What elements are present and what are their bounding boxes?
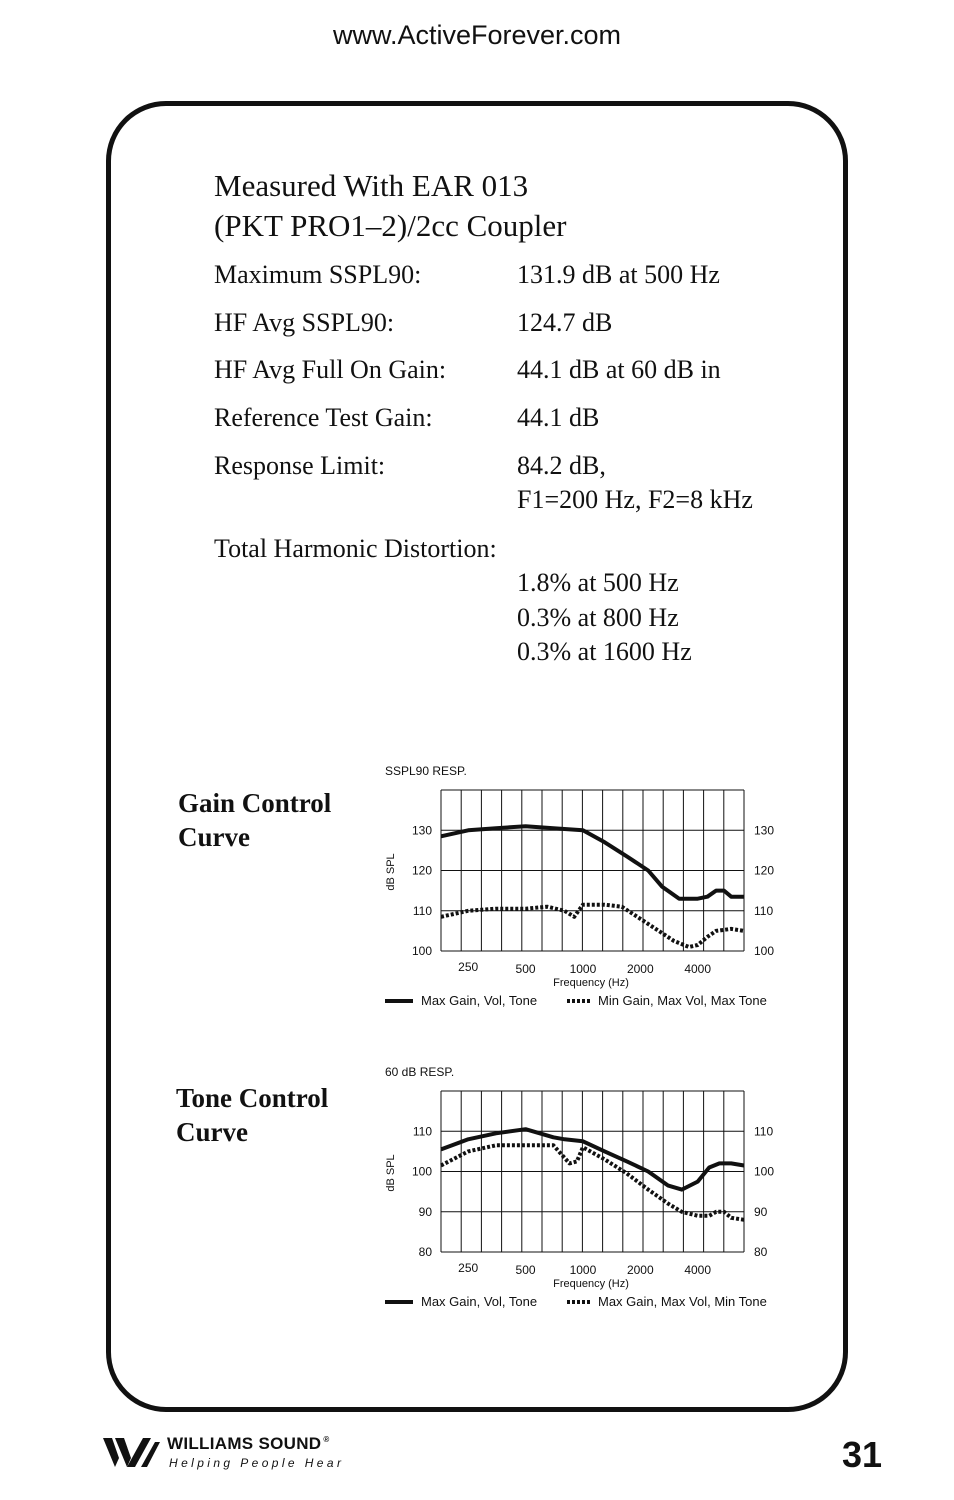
spec-heading-line2: (PKT PRO1–2)/2cc Coupler xyxy=(214,208,567,243)
registered-mark: ® xyxy=(323,1435,330,1445)
brand-name xyxy=(167,1434,330,1454)
y-tick-label: 90 xyxy=(418,1204,432,1219)
tone-control-chart xyxy=(378,1059,798,1319)
series-line-1 xyxy=(441,1129,744,1189)
spec-label: Reference Test Gain: xyxy=(214,403,433,432)
thd-label: Total Harmonic Distortion: xyxy=(214,534,497,563)
y-axis-label: dB SPL xyxy=(385,853,397,891)
x-axis-label: Frequency (Hz) xyxy=(553,977,629,989)
curve-title-line: Tone Control xyxy=(176,1083,329,1113)
y-tick-label: 130 xyxy=(411,823,432,838)
spec-value: 84.2 dB, xyxy=(517,451,606,480)
curve-title-line: Curve xyxy=(176,1117,248,1147)
series-line-1 xyxy=(441,826,744,899)
spec-value: F1=200 Hz, F2=8 kHz xyxy=(517,485,753,514)
chart-title: 60 dB RESP. xyxy=(385,1065,455,1079)
x-tick-label: 250 xyxy=(458,1261,479,1275)
y-axis-label: dB SPL xyxy=(385,1154,397,1192)
legend-label: Min Gain, Max Vol, Max Tone xyxy=(598,993,767,1008)
y-tick-label-right: 100 xyxy=(754,944,775,958)
x-tick-label: 1000 xyxy=(569,962,597,976)
y-tick-label-right: 110 xyxy=(754,1124,774,1139)
y-tick-label-right: 80 xyxy=(754,1245,768,1259)
tone-control-title xyxy=(176,1081,328,1149)
curve-title-line: Gain Control xyxy=(178,788,332,818)
spec-heading-line1: Measured With EAR 013 xyxy=(214,168,529,203)
y-tick-label: 100 xyxy=(411,944,432,958)
y-tick-label: 100 xyxy=(411,1164,432,1179)
y-tick-label: 110 xyxy=(412,1124,432,1139)
x-tick-label: 250 xyxy=(458,960,479,974)
x-tick-label: 1000 xyxy=(569,1263,597,1277)
gain-control-title xyxy=(178,786,331,854)
spec-value: 131.9 dB at 500 Hz xyxy=(517,260,720,289)
y-tick-label: 110 xyxy=(412,903,432,918)
spec-label: Response Limit: xyxy=(214,451,386,480)
thd-value: 0.3% at 800 Hz xyxy=(517,602,679,632)
brand-tagline: Helping People Hear xyxy=(169,1456,345,1470)
spec-value: 44.1 dB at 60 dB in xyxy=(517,355,721,384)
spec-label: Maximum SSPL90: xyxy=(214,260,422,289)
x-tick-label: 4000 xyxy=(684,962,712,976)
legend-label: Max Gain, Vol, Tone xyxy=(421,1294,538,1309)
x-tick-label: 2000 xyxy=(626,962,654,976)
y-tick-label-right: 90 xyxy=(754,1204,768,1219)
y-tick-label-right: 100 xyxy=(754,1164,775,1179)
x-tick-label: 2000 xyxy=(626,1263,654,1277)
x-axis-label: Frequency (Hz) xyxy=(553,1278,629,1290)
y-tick-label: 120 xyxy=(411,863,432,878)
x-tick-label: 4000 xyxy=(684,1263,712,1277)
y-tick-label-right: 130 xyxy=(754,823,775,838)
spec-value: 44.1 dB xyxy=(517,403,600,432)
spec-value: 124.7 dB xyxy=(517,308,613,337)
spec-label: HF Avg Full On Gain: xyxy=(214,355,447,384)
spec-heading xyxy=(214,166,566,246)
gain-control-chart xyxy=(378,758,798,1018)
legend-label: Max Gain, Vol, Tone xyxy=(421,993,538,1008)
legend-label: Max Gain, Max Vol, Min Tone xyxy=(598,1294,767,1309)
thd-value: 0.3% at 1600 Hz xyxy=(517,637,692,666)
x-tick-label: 500 xyxy=(515,962,536,976)
thd-values xyxy=(517,566,692,670)
curve-title-line: Curve xyxy=(178,822,250,852)
page-number: 31 xyxy=(841,1434,882,1475)
chart-title: SSPL90 RESP. xyxy=(385,764,467,778)
brand-text: WILLIAMS SOUND xyxy=(167,1434,322,1453)
thd-value: 1.8% at 500 Hz xyxy=(517,568,679,597)
site-url: www.ActiveForever.com xyxy=(332,20,622,50)
x-tick-label: 500 xyxy=(515,1263,536,1277)
y-tick-label-right: 120 xyxy=(754,863,775,878)
spec-label: HF Avg SSPL90: xyxy=(214,308,395,337)
y-tick-label: 80 xyxy=(418,1245,432,1259)
williams-sound-logo-icon xyxy=(103,1434,161,1468)
y-tick-label-right: 110 xyxy=(754,903,774,918)
